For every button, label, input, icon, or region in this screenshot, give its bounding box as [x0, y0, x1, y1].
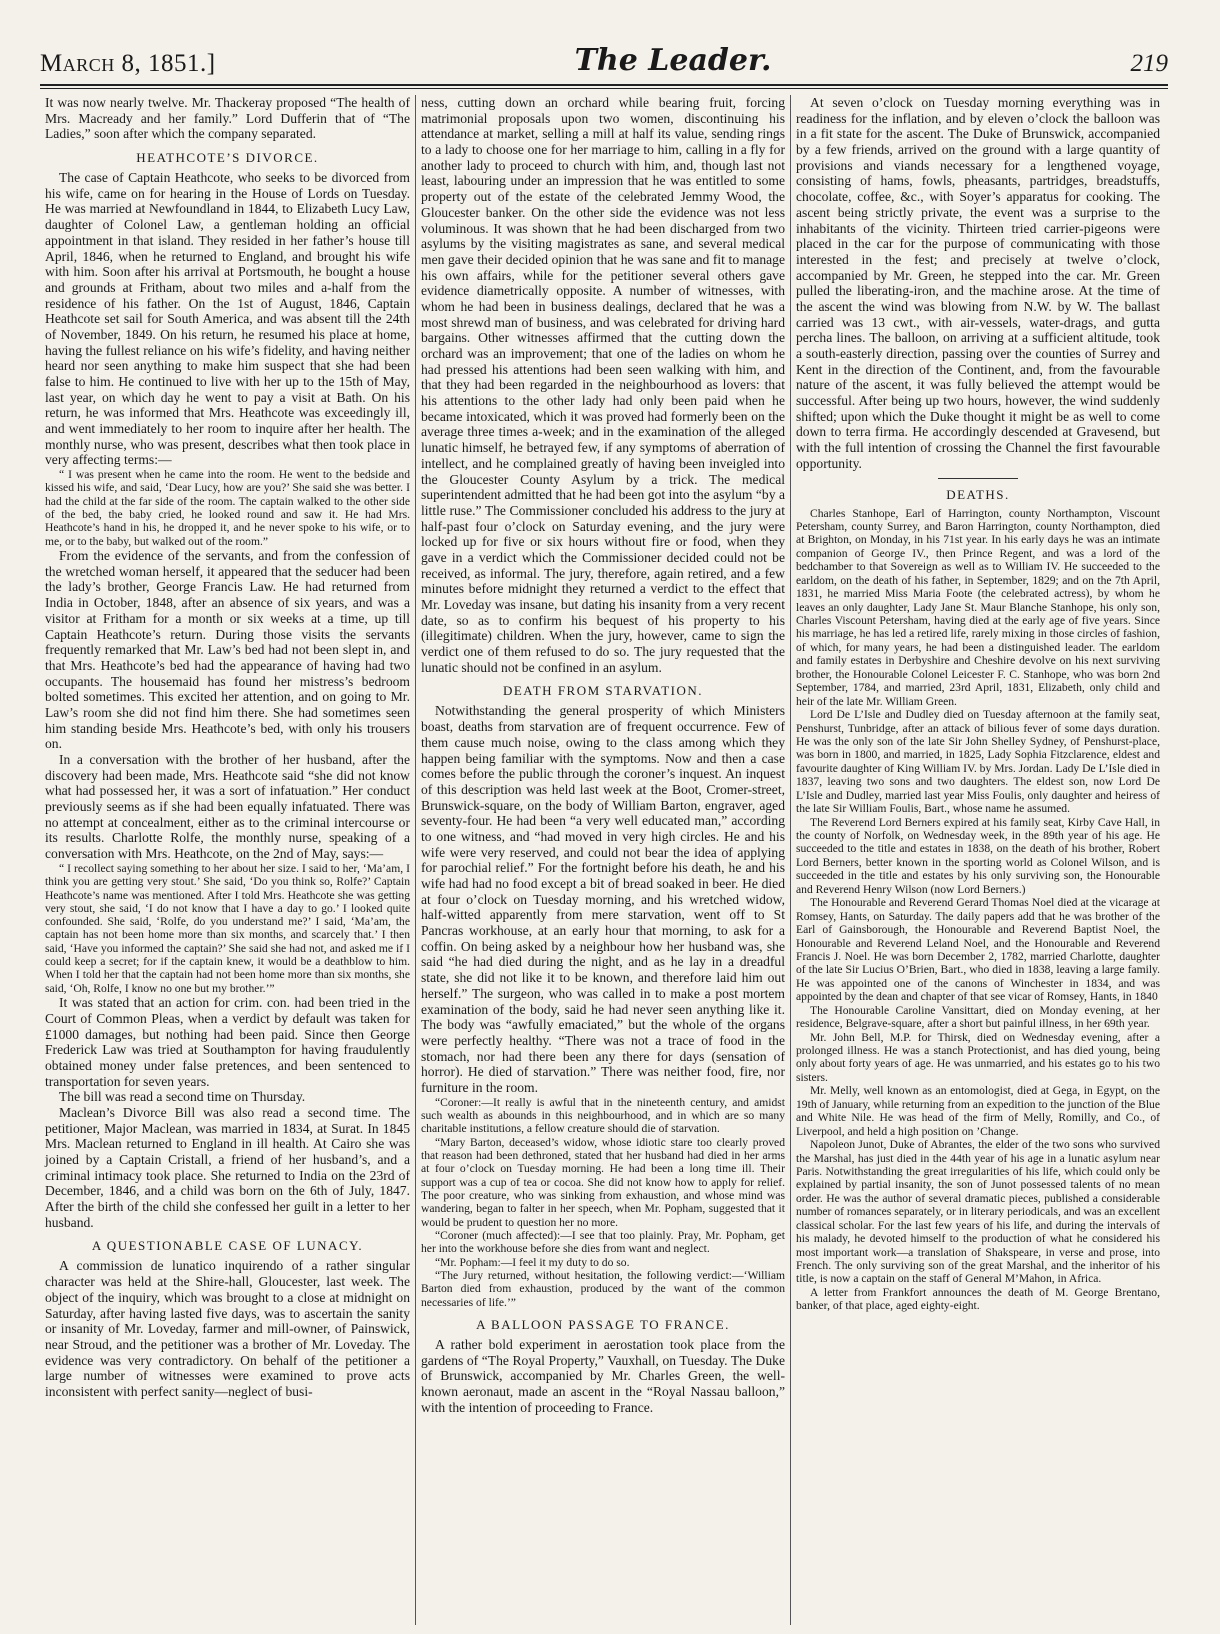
article-paragraph: The case of Captain Heathcote, who seeks to be divorced from his wife, came on for hearing in the House of Lords on Tuesday. He was married at Newfoundland in 1844, to Elizabeth Lucy Law, daughter of Colonel Law, a gentleman holding an official appointment in that island. They resided in her father’s house till April, 1846, when he returned to England, and brought his wife with him. Soon after his arrival at Portsmouth, he bought a house and grounds at Fritham, about two miles and a-half from the residence of his father. On the 1st of August, 1846, Captain Heathcote set sail for South America, and was absent till the 24th of November, 1849. On his return, he resumed his place at home, having the fullest reliance on his wife’s fidelity, and having neither heard nor seen anything to make him suspect that she had been false to him. He continued to live with her up to the 15th of May, last year, on which day he went to pay a visit at Bath. On his return, he was informed that Mrs. Heathcote was exceedingly ill, and went immediately to her room to inquire after her health. The monthly nurse, who was present, describes what then took place in very affecting terms:— — [45, 170, 410, 468]
article-paragraph: Notwithstanding the general prosperity of which Ministers boast, deaths from starvation are of frequent occurrence. Few of them cause much noise, owing to the class among which they happen being familiar with the symptoms. Now and then a case comes before the public through the coroner’s inquest. An inquest of this description was held last week at the Boot, Cromer-street, Brunswick-square, on the body of William Barton, engraver, aged seventy-four. He had been “a very well educated man,” according to one witness, and “had moved in very high circles. He and his wife were very reserved, and could not bear the idea of applying for parochial relief.” For the fortnight before his death, he and his wife had had no food except a bit of bread soaked in beer. He died at four o’clock on Tuesday morning, and his wretched widow, half-witted apparently from mere starvation, went off to St Pancras workhouse, at an early hour that morning, to ask for a coffin. On being asked by a neighbour how her husband was, she said “he had died during the night, and as he lay in a dreadful state, she did not like it to be known, and therefore laid him out herself.” The surgeon, who was called in to make a post mortem examination of the body, said he had never seen anything like it. The body was “awfully emaciated,” but the whole of the organs were perfectly healthy. “There was not a trace of food in the stomach, nor had there been any there for days (sensation of horror). He died of starvation.” There was neither food, fire, nor furniture in the room. — [421, 703, 785, 1095]
section-heading: A QUESTIONABLE CASE OF LUNACY. — [91, 1238, 364, 1254]
article-paragraph: At seven o’clock on Tuesday morning everything was in readiness for the inflation, and by eleven o’clock the balloon was in a fit state for the ascent. The Duke of Brunswick, accompanied by a few friends, arrived on the ground with a large quantity of provisions and viands necessary for a lengthened voyage, consisting of hams, fowls, pheasants, partridges, breadstuffs, chocolate, coffee, &c., with Soyer’s apparatus for cooking. The ascent being strictly private, the event was a surprise to the inhabitants of the vicinity. Thirteen tried carrier-pigeons were placed in the car for the purpose of communicating with those interested in the fest; and precisely at twelve o’clock, accompanied by Mr. Green, he stepped into the car. Mr. Green pulled the liberating-iron, and the machine arose. At the time of the ascent the wind was blowing from N.W. by W. The ballast carried was 13 cwt., with air-vessels, water-drags, and gutta percha lines. The balloon, on arriving at a sufficient altitude, took a south-easterly direction, passing over the counties of Surrey and Kent in the direction of the Continent, and, from the favourable nature of the ascent, it was fully believed the attempt would be successful. After being up two hours, however, the wind suddenly shifted; upon which the Duke thought it might be as well to come down to terra firma. He accordingly descended at Gravesend, but with the full intention of crossing the Channel the first favourable opportunity. — [796, 95, 1160, 471]
page-number: 219 — [1130, 50, 1168, 77]
column-1 — [40, 95, 415, 1625]
masthead-rule — [40, 84, 1168, 86]
column-3 — [790, 95, 1165, 1625]
obituary-paragraph: Mr. Melly, well known as an entomologist, died at Gega, in Egypt, on the 19th of January, while returning from an expedition to the junction of the Blue and White Nile. He was head of the firm of Melly, Romilly, and Co., of Liverpool, and held a high position on ’Change. — [796, 1084, 1160, 1138]
newspaper-title: The Leader. — [574, 43, 772, 78]
obituary-paragraph: Napoleon Junot, Duke of Abrantes, the elder of the two sons who survived the Marshal, has just died in the 44th year of his age in a lunatic asylum near Paris. Notwithstanding the great irregularities of his life, which could only be explained by partial insanity, the son of Junot possessed talents of no mean order. He was the author of several dramatic pieces, published a considerable number of romances separately, or in literary periodicals, and was an excellent classical scholar. For the last few years of his life, and during the intervals of his malady, he devoted himself to the production of what he considered his most important work—a translation of Shakspeare, in verse and prose, into French. The only surviving son of the great Marshal, and the inheritor of his title, is now a captain on the staff of General M’Mahon, in Africa. — [796, 1138, 1160, 1286]
obituary-paragraph: The Honourable and Reverend Gerard Thomas Noel died at the vicarage at Romsey, Hants, on Saturday. The daily papers add that he was brother of the Earl of Gainsborough, the Honourable and Reverend Baptist Noel, the Honourable and Reverend Leland Noel, and the Honourable and Reverend Francis J. Noel. He was born December 2, 1782, married Charlotte, daughter of the late Sir Lucius O’Brien, Bart., who died in 1838, leaving a large family. He was appointed one of the canons of Winchester in 1834, and was appointed by the dean and chapter of that see vicar of Romsey, Hants, in 1840 — [796, 896, 1160, 1004]
section-divider — [938, 478, 1018, 479]
obituary-paragraph: Charles Stanhope, Earl of Harrington, county Northampton, Viscount Petersham, county Surrey, and Baron Harrington, county Northampton, died at Brighton, on Monday, in his 71st year. In his early days he was an intimate companion of George IV., then Prince Regent, and was a lord of the bedchamber to that Sovereign as well as to William IV. He succeeded to the earldom, on the death of his father, in September, 1829; and on the 7th April, 1831, he married Miss Maria Foote (the celebrated actress), by whom he leaves an only daughter, Lady Jane St. Maur Blanche Stanhope, his only son, Charles Viscount Petersham, having died at the early age of five years. Since his marriage, he has led a retired life, rarely mixing in those circles of fashion, of which, for many years, he had been a distinguished leader. The earldom and family estates in Derbyshire and Cheshire devolve on his next surviving brother, the Honourable Colonel Leicester F. C. Stanhope, who was born 2nd September, 1784, and married, 23rd April, 1831, Elizabeth, only child and heir of the late Mr. William Green. — [796, 506, 1160, 708]
obituary-paragraph: The Reverend Lord Berners expired at his family seat, Kirby Cave Hall, in the county of Norfolk, on Wednesday week, in the 89th year of his age. He succeeded to the title and estates in 1838, on the death of his brother, Robert Lord Berners, better known in the sporting world as Colonel Wilson, and is succeeded in the title and estates by his only surviving son, the Honourable and Reverend Henry Wilson (now Lord Berners.) — [796, 815, 1160, 896]
quoted-testimony: “ I recollect saying something to her about her size. I said to her, ‘Ma’am, I think you are getting very stout.’ She said, ‘Do you think so, Rolfe?’ Captain Heathcote’s name was mentioned. After I told Mrs. Heathcote she was getting very stout, she said, ‘I do not know that I have a day to go.’ I looked quite confounded. She said, ‘Rolfe, do you understand me?’ I said, ‘Ma’am, the captain has not been home more than six months, and scarcely that.’ I then said, ‘Have you informed the captain?’ She said she had not, and asked me if I could keep a secret; for if the captain knew, it would be a deathblow to him. When I told her that the captain had not been home more than six months, she said, ‘Oh, Rolfe, I know no one but my brother.’” — [45, 861, 410, 995]
masthead-rule-thin — [40, 88, 1168, 89]
article-paragraph: In a conversation with the brother of her husband, after the discovery had been made, Mrs. Heathcote said “she did not know what had possessed her, it was a sort of infatuation.” Her conduct previously seems as if she had been equally infatuated. There was no attempt at concealment, either as to the criminal intercourse or its results. Charlotte Rolfe, the monthly nurse, speaking of a conversation with Mrs. Heathcote, on the 2nd of May, says:— — [45, 752, 410, 862]
article-paragraph: Maclean’s Divorce Bill was also read a second time. The petitioner, Major Maclean, was married in 1834, at Surat. In 1845 Mrs. Maclean returned to England in ill health. At Cairo she was joined by a Captain Cristall, a friend of her husband’s, and a criminal intimacy took place. She returned to India on the 23rd of December, 1846, and a child was born on the 6th of July, 1847. After the birth of the child she confessed her guilt in a letter to her husband. — [45, 1104, 410, 1230]
column-2 — [415, 95, 790, 1625]
section-heading: DEATH FROM STARVATION. — [502, 683, 704, 699]
section-heading: DEATHS. — [946, 486, 1010, 502]
obituary-paragraph: Lord De L’Isle and Dudley died on Tuesday afternoon at the family seat, Penshurst, Tunbridge, after an attack of bilious fever of some days duration. He was the only son of the late Sir John Shelley Sydney, of Penshurst-place, was born in 1800, and married, in 1825, Lady Sophia Fitzclarence, eldest and favourite daughter of King William IV. by Mrs. Jordan. Lady De L’Isle died in 1837, leaving two sons and two daughters. The eldest son, now Lord De L’Isle and Dudley, married last year Miss Foulis, only daughter and heiress of the late Sir William Foulis, Bart., whose name he assumed. — [796, 708, 1160, 816]
quoted-testimony: “The Jury returned, without hesitation, the following verdict:—‘William Barton died from exhaustion, produced by the want of the common necessaries of life.’” — [421, 1268, 785, 1309]
quoted-testimony: “Coroner (much affected):—I see that too plainly. Pray, Mr. Popham, get her into the workhouse before she dies from want and neglect. — [421, 1228, 785, 1256]
article-paragraph: A commission de lunatico inquirendo of a rather singular character was held at the Shire-hall, Gloucester, last week. The object of the inquiry, which was brought to a close at midnight on Saturday, after having lasted five days, was to ascertain the sanity or insanity of Mr. Loveday, farmer and mill-owner, of Painswick, near Stroud, and the petitioner was a brother of Mr. Loveday. The evidence was very contradictory. On behalf of the petitioner a large number of witnesses were examined to prove acts inconsistent with perfect sanity—neglect of busi- — [45, 1258, 410, 1399]
article-paragraph: ness, cutting down an orchard while bearing fruit, forcing matrimonial proposals upon two women, discontinuing his attendance at market, selling a mill at half its value, sending rings to a lady to choose one for her marriage to him, calling in a fly for another lady to proceed to church with him, and, though last not least, labouring under an impression that he was entitled to some property out of the estate of the celebrated Jemmy Wood, the Gloucester banker. On the other side the evidence was not less voluminous. It was shown that he had been discharged from two asylums by the visiting magistrates as sane, and several medical men gave their decided opinion that he was sane and fit to manage his own affairs, while for the petitioner several others gave evidence diametrically opposite. A number of witnesses, with whom he had been in business dealings, declared that he was a most shrewd man of business, and was celebrated for driving hard bargains. Other witnesses affirmed that the cutting down the orchard was an improvement; that one of the ladies on whom he had pressed his attentions had been seen walking with him, and that they had been regarded in the neighbourhood as lovers: that his attentions to the other lady had only been paid when he became intoxicated, which it was proved had formerly been on the average three times a-week; and in the examination of the alleged lunatic himself, he betrayed few, if any symptoms of aberration of intellect, and he complained greatly of having been inveigled into the Gloucester County Asylum by a trick. The medical superintendent admitted that he had been got into the asylum “by a little ruse.” The Commissioner concluded his address to the jury at half-past four o’clock on Saturday evening, and the jury were locked up for five or six hours without fire or food, when they gave in a verdict which the Commissioner decided could not be received, as informal. The jury, therefore, again retired, and a few minutes before midnight they returned a verdict to the effect that Mr. Loveday was insane, but dating his insanity from a very recent date, so as to confirm his bequest of his property to his (illegitimate) children. When the jury, however, came to sign the verdict one of them refused to do so. The jury requested that the lunatic should not be confined in an asylum. — [421, 95, 785, 675]
article-paragraph: It was now nearly twelve. Mr. Thackeray proposed “The health of Mrs. Macready and her family.” Lord Dufferin that of “The Ladies,” soon after which the company separated. — [45, 95, 410, 142]
article-paragraph: It was stated that an action for crim. con. had been tried in the Court of Common Pleas, when a verdict by default was taken for £1000 damages, but nothing had been paid. Since then George Frederick Law was tried at Southampton for having fraudulently obtained money under false pretences, and been sentenced to transportation for seven years. — [45, 995, 410, 1089]
issue-date: March 8, 1851.] — [40, 50, 216, 77]
article-paragraph: A rather bold experiment in aerostation took place from the gardens of “The Royal Property,” Vauxhall, on Tuesday. The Duke of Brunswick, accompanied by Mr. Charles Green, the well-known aeronaut, made an ascent in the “Royal Nassau balloon,” with the intention of proceeding to France. — [421, 1336, 785, 1415]
quoted-testimony: “Mary Barton, deceased’s widow, whose idiotic stare too clearly proved that reason had been dethroned, stated that her husband had died in her arms at four o’clock on Tuesday morning. He had been a long time ill. Their support was a cup of tea or cocoa. She did not know how to apply for relief. The poor creature, who was sinking from exhaustion, and whose mind was wandering, began to falter in her speech, when Mr. Popham, suggested that it would be prudent to question her no more. — [421, 1135, 785, 1229]
quoted-testimony: “ I was present when he came into the room. He went to the bedside and kissed his wife, and said, ‘Dear Lucy, how are you?’ She said she was better. I had the child at the far side of the room. The captain walked to the other side of the bed, the baby cried, he looked round and saw it. He had Mrs. Heathcote’s hand in his, he dropped it, and he never spoke to his wife, or to me, or to the baby, but walked out of the room.” — [45, 468, 410, 548]
obituary-paragraph: Mr. John Bell, M.P. for Thirsk, died on Wednesday evening, after a prolonged illness. He was a stanch Protectionist, and has died young, being only about forty years of age. He was unmarried, and his estates go to his two sisters. — [796, 1030, 1160, 1084]
masthead — [40, 40, 1168, 78]
article-paragraph: The bill was read a second time on Thursday. — [59, 1089, 306, 1105]
obituary-paragraph: A letter from Frankfort announces the death of M. George Brentano, banker, of that place, aged eighty-eight. — [796, 1285, 1160, 1313]
section-heading: HEATHCOTE’S DIVORCE. — [136, 150, 319, 166]
quoted-testimony: “Mr. Popham:—I feel it my duty to do so. — [435, 1255, 630, 1269]
quoted-testimony: “Coroner:—It really is awful that in the nineteenth century, and amidst such wealth as abounds in this neighbourhood, and in which are so many charitable institutions, a fellow creature should die of starvation. — [421, 1095, 785, 1136]
obituary-paragraph: The Honourable Caroline Vansittart, died on Monday evening, at her residence, Belgrave-square, after a short but painful illness, in her 69th year. — [796, 1003, 1160, 1031]
article-paragraph: From the evidence of the servants, and from the confession of the wretched woman herself, it appeared that the seducer had been the lady’s brother, George Francis Law. He had returned from India in October, 1848, after an absence of six years, and was a visitor at Fritham for a month or six weeks at a time, up till Captain Heathcote’s return. During those visits the servants frequently remarked that Mr. Law’s bed had not been slept in, and that Mrs. Heathcote’s bed had the appearance of having had two occupants. The housemaid has found her mistress’s bedroom bolted sometimes. This excited her attention, and on going to Mr. Law’s room she did not find him there. She had sometimes seen him standing beside Mrs. Heathcote’s bed, with only his trousers on. — [45, 548, 410, 752]
article-columns — [40, 95, 1168, 1625]
section-heading: A BALLOON PASSAGE TO FRANCE. — [476, 1316, 730, 1332]
